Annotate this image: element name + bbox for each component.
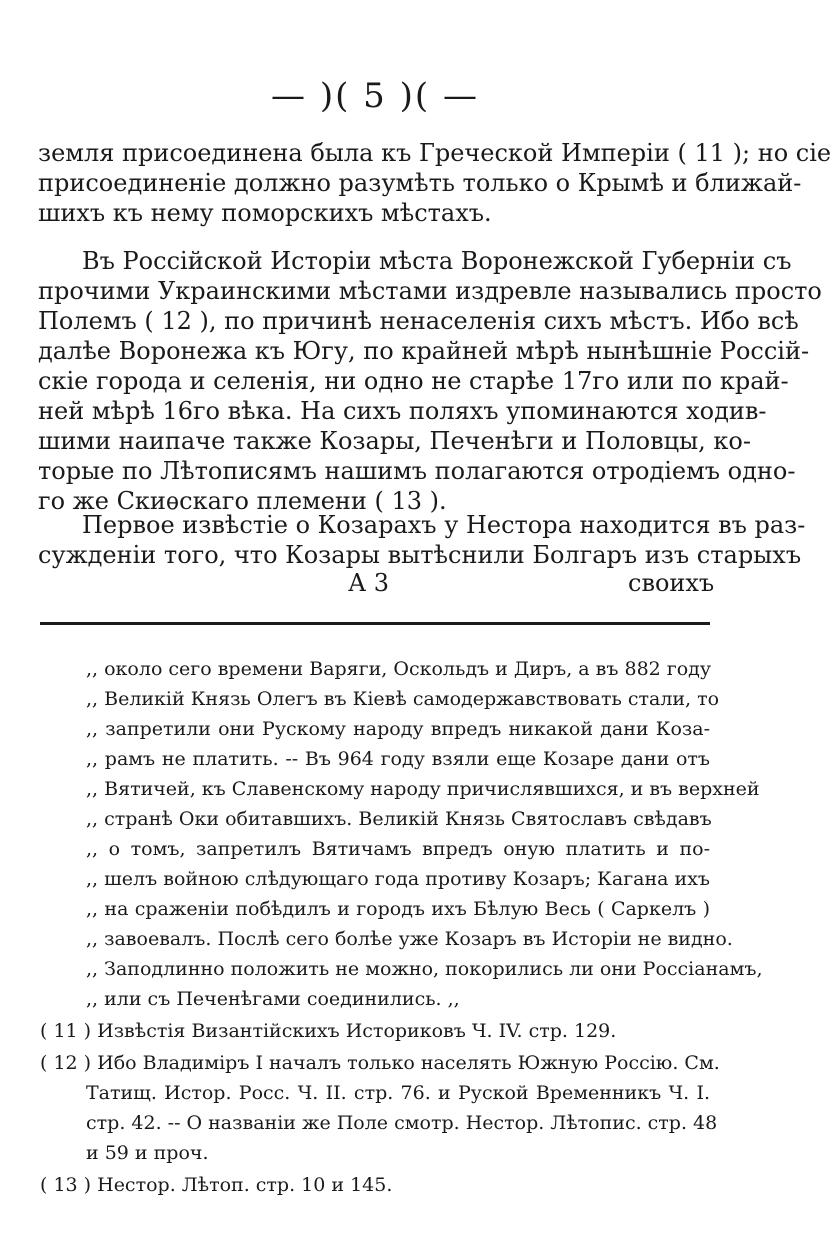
footnote-12-line: Татищ. Истор. Росс. Ч. II. стр. 76. и Руской Временникъ Ч. I. xyxy=(86,1082,710,1104)
text-line: Полемъ ( 12 ), по причинѣ ненаселенія сихъ мѣстъ. Ибо всѣ xyxy=(38,307,799,335)
quote-line: ,, или съ Печенѣгами соединились. ,, xyxy=(86,988,460,1010)
text-line: Въ Россійской Исторіи мѣста Воронежской Губерніи съ xyxy=(82,247,792,275)
quote-line: ,, Великій Князь Олегъ въ Кіевѣ самодержавствовать стали, то xyxy=(86,688,720,710)
text-line: го же Скиѳскаго племени ( 13 ). xyxy=(38,487,447,515)
text-line: далѣе Воронежа къ Югу, по крайней мѣрѣ нынѣшніе Россій- xyxy=(38,337,810,365)
footnote-divider xyxy=(40,622,710,625)
signature-mark: А 3 xyxy=(348,569,390,597)
quote-line: ,, завоевалъ. Послѣ сего болѣе уже Козаръ въ Исторіи не видно. xyxy=(86,928,733,950)
quote-line: ,, рамъ не платить. -- Въ 964 году взяли еще Козаре дани отъ xyxy=(86,748,710,770)
catchword: своихъ xyxy=(628,569,715,597)
text-line: торые по Лѣтописямъ нашимъ полагаются отродіемъ одно- xyxy=(38,457,796,485)
quote-line: ,, Вятичей, къ Славенскому народу причислявшихся, и въ верхней xyxy=(86,778,760,800)
quote-line: ,, шелъ войною слѣдующаго года противу Козаръ; Кагана ихъ xyxy=(86,868,710,890)
quote-line: ,, около сего времени Варяги, Оскольдъ и Диръ, а въ 882 году xyxy=(86,658,712,680)
footnote-12: ( 12 ) Ибо Владиміръ I началъ только населять Южную Россію. См. xyxy=(40,1052,720,1074)
footnote-12-line: стр. 42. -- О названіи же Поле смотр. Нестор. Лѣтопис. стр. 48 xyxy=(86,1112,718,1134)
text-line: прочими Украинскими мѣстами издревле назывались просто xyxy=(38,277,822,305)
quote-line: ,, на сраженіи побѣдилъ и городъ ихъ Бѣлую Весь ( Саркелъ ) xyxy=(86,898,710,920)
text-line: сужденіи того, что Козары вытѣснили Болгаръ изъ старыхъ xyxy=(38,541,802,569)
page-number-header: — )( 5 )( — xyxy=(271,76,479,116)
footnote-11: ( 11 ) Извѣстія Византійскихъ Историковъ Ч. IV. стр. 129. xyxy=(40,1020,617,1042)
quote-line: ,, о томъ, запретилъ Вятичамъ впредъ оную платить и по- xyxy=(86,838,710,860)
footnote-12-line: и 59 и проч. xyxy=(86,1142,209,1164)
text-line: ней мѣрѣ 16го вѣка. На сихъ поляхъ упоминаются ходив- xyxy=(38,397,767,425)
quote-line: ,, странѣ Оки обитавшихъ. Великій Князь Святославъ свѣдавъ xyxy=(86,808,712,830)
text-line: присоединеніе должно разумѣть только о Крымѣ и ближай- xyxy=(38,169,802,197)
text-line: шихъ къ нему поморскихъ мѣстахъ. xyxy=(38,199,492,227)
text-line: шими наипаче также Козары, Печенѣги и Половцы, ко- xyxy=(38,427,751,455)
text-line: скіе города и селенія, ни одно не старѣе 17го или по край- xyxy=(38,367,789,395)
quote-line: ,, Заподлинно положить не можно, покорились ли они Россіанамъ, xyxy=(86,958,763,980)
text-line: земля присоединена была къ Греческой Имперіи ( 11 ); но сіе xyxy=(38,139,831,167)
footnote-13: ( 13 ) Нестор. Лѣтоп. стр. 10 и 145. xyxy=(40,1174,393,1196)
text-line: Первое извѣстіе о Козарахъ у Нестора находится въ раз- xyxy=(82,511,806,539)
quote-line: ,, запретили они Рускому народу впредъ никакой дани Коза- xyxy=(86,718,710,740)
